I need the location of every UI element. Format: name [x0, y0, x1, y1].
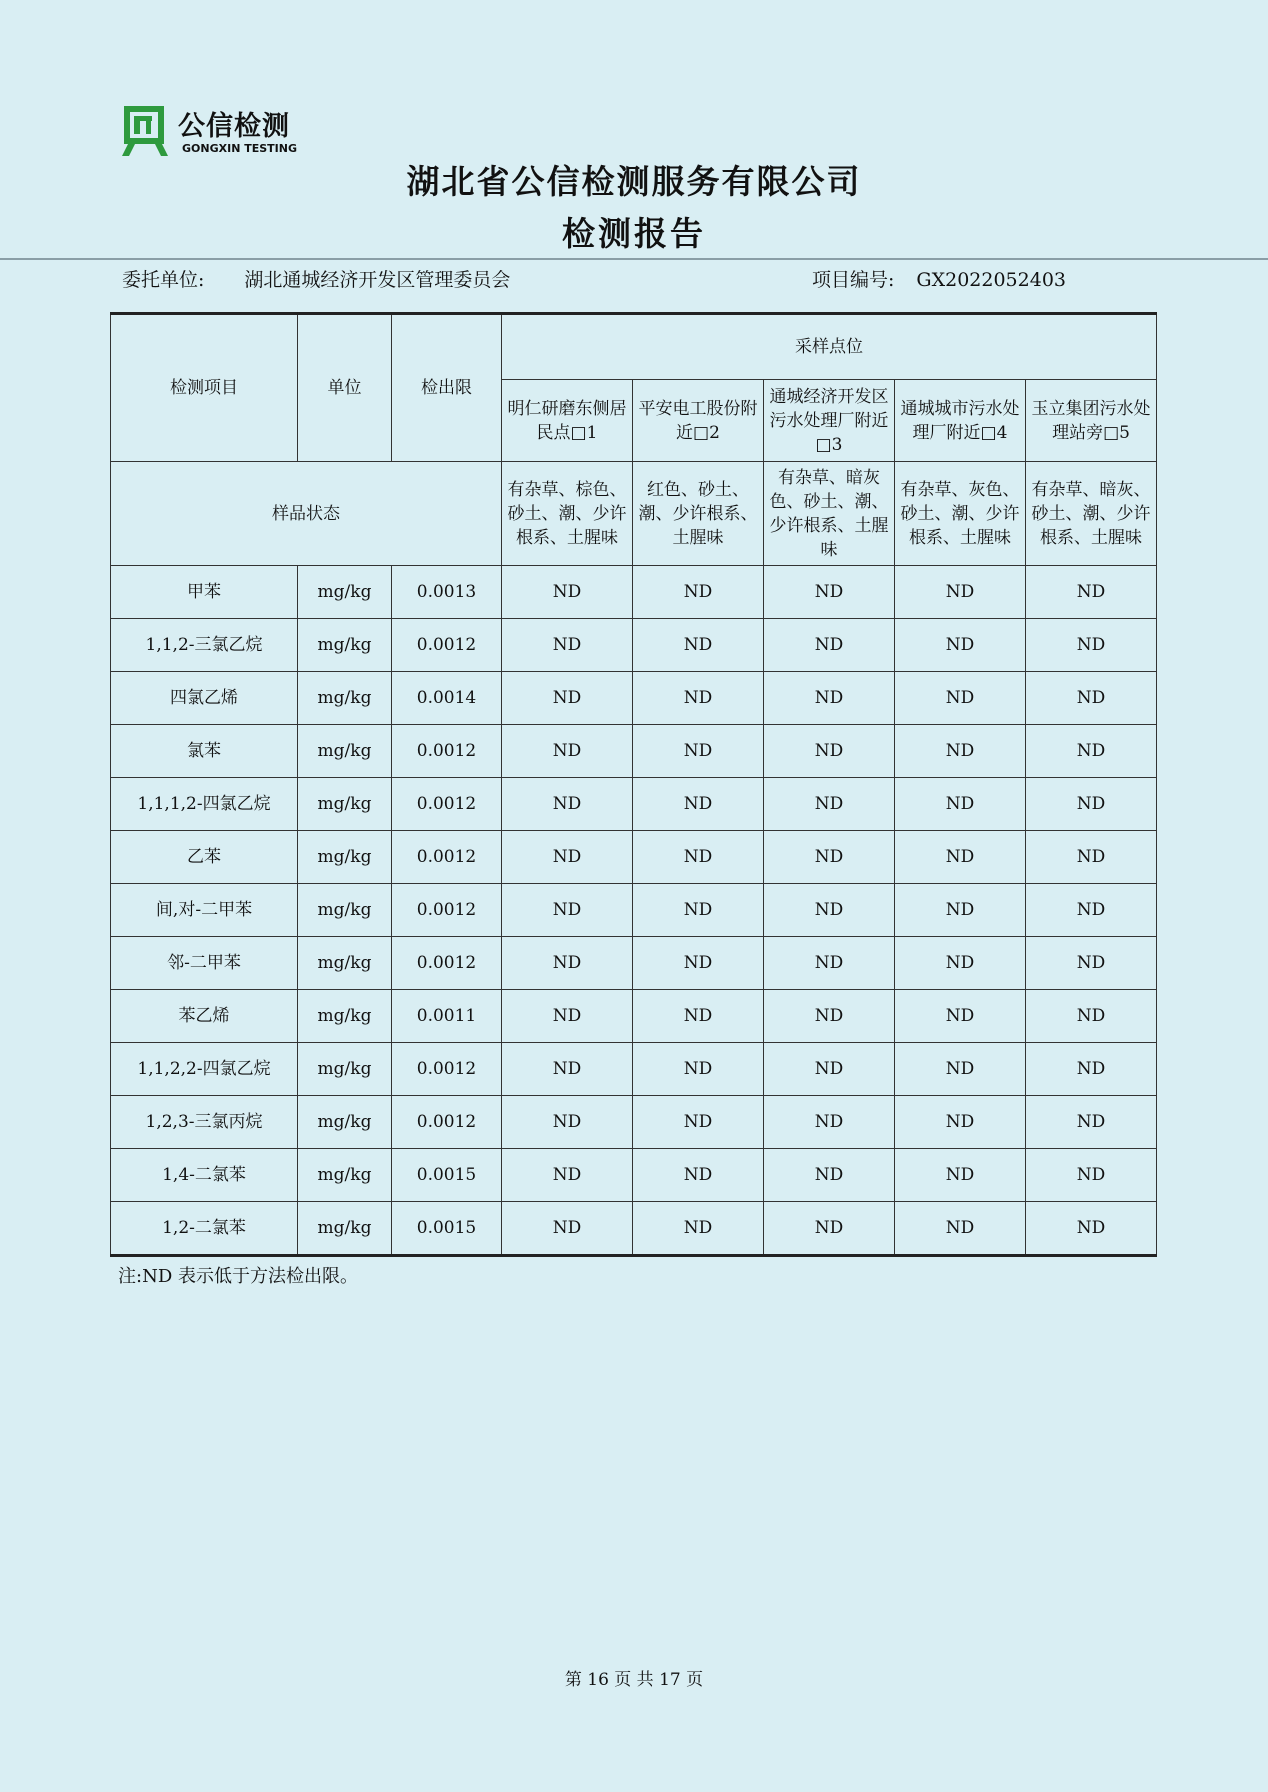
project-number: GX2022052403 [916, 269, 1066, 291]
result-cell: ND [764, 672, 895, 725]
item-cell: 四氯乙烯 [111, 672, 298, 725]
limit-cell: 0.0012 [392, 619, 502, 672]
report-title: 检测报告 [562, 214, 706, 253]
limit-cell: 0.0013 [392, 566, 502, 619]
table-row [111, 1202, 1157, 1256]
table-row [111, 778, 1157, 831]
table-row [111, 1043, 1157, 1096]
result-cell: ND [895, 1043, 1026, 1096]
table-row [111, 884, 1157, 937]
result-cell: ND [895, 725, 1026, 778]
sample-state-row [111, 462, 1157, 566]
site-header: 平安电工股份附近□2 [633, 380, 764, 462]
table-row [111, 831, 1157, 884]
result-cell: ND [633, 566, 764, 619]
result-cell: ND [895, 1096, 1026, 1149]
result-cell: ND [502, 672, 633, 725]
unit-cell: mg/kg [298, 1202, 392, 1256]
site-header: 明仁研磨东侧居民点□1 [502, 380, 633, 462]
limit-cell: 0.0012 [392, 1096, 502, 1149]
result-cell: ND [502, 831, 633, 884]
limit-cell: 0.0012 [392, 725, 502, 778]
page-number: 第 16 页 共 17 页 [564, 1670, 704, 1690]
result-cell: ND [633, 990, 764, 1043]
unit-cell: mg/kg [298, 619, 392, 672]
sample-state: 有杂草、暗灰色、砂土、潮、少许根系、土腥味 [764, 462, 895, 566]
result-cell: ND [895, 778, 1026, 831]
project-label: 项目编号: [812, 269, 895, 291]
result-cell: ND [764, 1202, 895, 1256]
item-cell: 氯苯 [111, 725, 298, 778]
result-cell: ND [502, 778, 633, 831]
result-cell: ND [502, 566, 633, 619]
result-cell: ND [502, 1096, 633, 1149]
unit-cell: mg/kg [298, 725, 392, 778]
project-info [812, 265, 1066, 292]
result-cell: ND [764, 1149, 895, 1202]
item-cell: 苯乙烯 [111, 990, 298, 1043]
sample-state: 有杂草、棕色、砂土、潮、少许根系、土腥味 [502, 462, 633, 566]
result-cell: ND [1026, 1043, 1157, 1096]
result-cell: ND [502, 725, 633, 778]
result-cell: ND [764, 566, 895, 619]
sample-state: 红色、砂土、潮、少许根系、土腥味 [633, 462, 764, 566]
result-cell: ND [764, 1043, 895, 1096]
client-value: 湖北通城经济开发区管理委员会 [244, 269, 511, 291]
result-cell: ND [633, 884, 764, 937]
result-cell: ND [1026, 672, 1157, 725]
result-cell: ND [633, 619, 764, 672]
limit-cell: 0.0012 [392, 937, 502, 990]
logo-chinese-name: 公信检测 [178, 111, 290, 142]
unit-cell: mg/kg [298, 884, 392, 937]
logo-english-name: GONGXIN TESTING [182, 142, 297, 155]
result-cell: ND [1026, 937, 1157, 990]
limit-cell: 0.0012 [392, 1043, 502, 1096]
gongxin-logo-icon [120, 100, 170, 158]
result-cell: ND [764, 990, 895, 1043]
result-cell: ND [895, 1202, 1026, 1256]
footnote: 注:ND 表示低于方法检出限。 [118, 1266, 358, 1287]
result-cell: ND [895, 884, 1026, 937]
result-cell: ND [895, 619, 1026, 672]
result-cell: ND [764, 619, 895, 672]
company-title: 湖北省公信检测服务有限公司 [406, 162, 862, 201]
result-cell: ND [502, 1149, 633, 1202]
result-cell: ND [1026, 1096, 1157, 1149]
result-cell: ND [895, 1149, 1026, 1202]
item-cell: 间,对-二甲苯 [111, 884, 298, 937]
result-cell: ND [1026, 1149, 1157, 1202]
item-cell: 1,1,2,2-四氯乙烷 [111, 1043, 298, 1096]
company-logo [120, 100, 320, 162]
result-cell: ND [502, 884, 633, 937]
result-cell: ND [895, 990, 1026, 1043]
table-row [111, 725, 1157, 778]
unit-cell: mg/kg [298, 778, 392, 831]
result-cell: ND [1026, 778, 1157, 831]
result-cell: ND [633, 672, 764, 725]
result-cell: ND [633, 725, 764, 778]
result-cell: ND [633, 778, 764, 831]
unit-cell: mg/kg [298, 937, 392, 990]
sample-state: 有杂草、暗灰、砂土、潮、少许根系、土腥味 [1026, 462, 1157, 566]
header-unit: 单位 [298, 314, 392, 462]
result-cell: ND [633, 1149, 764, 1202]
limit-cell: 0.0015 [392, 1202, 502, 1256]
table-row [111, 1096, 1157, 1149]
site-header: 通城经济开发区污水处理厂附近□3 [764, 380, 895, 462]
limit-cell: 0.0012 [392, 884, 502, 937]
results-table [110, 312, 1157, 1257]
table-row [111, 566, 1157, 619]
result-cell: ND [895, 672, 1026, 725]
header-divider [0, 258, 1268, 260]
result-cell: ND [764, 831, 895, 884]
result-cell: ND [895, 831, 1026, 884]
header-item: 检测项目 [111, 314, 298, 462]
unit-cell: mg/kg [298, 1043, 392, 1096]
result-cell: ND [633, 937, 764, 990]
result-cell: ND [1026, 619, 1157, 672]
result-cell: ND [764, 937, 895, 990]
results-body [111, 566, 1157, 1256]
table-row [111, 619, 1157, 672]
table-row [111, 672, 1157, 725]
item-cell: 1,1,1,2-四氯乙烷 [111, 778, 298, 831]
limit-cell: 0.0015 [392, 1149, 502, 1202]
table-row [111, 937, 1157, 990]
unit-cell: mg/kg [298, 566, 392, 619]
result-cell: ND [1026, 990, 1157, 1043]
unit-cell: mg/kg [298, 672, 392, 725]
site-header: 通城城市污水处理厂附近□4 [895, 380, 1026, 462]
limit-cell: 0.0012 [392, 831, 502, 884]
limit-cell: 0.0012 [392, 778, 502, 831]
header-sites: 采样点位 [502, 314, 1157, 380]
result-cell: ND [1026, 831, 1157, 884]
item-cell: 邻-二甲苯 [111, 937, 298, 990]
result-cell: ND [502, 1202, 633, 1256]
item-cell: 1,4-二氯苯 [111, 1149, 298, 1202]
result-cell: ND [633, 831, 764, 884]
result-cell: ND [502, 937, 633, 990]
result-cell: ND [1026, 566, 1157, 619]
unit-cell: mg/kg [298, 831, 392, 884]
item-cell: 1,2,3-三氯丙烷 [111, 1096, 298, 1149]
result-cell: ND [633, 1043, 764, 1096]
result-cell: ND [1026, 884, 1157, 937]
result-cell: ND [633, 1096, 764, 1149]
unit-cell: mg/kg [298, 1096, 392, 1149]
sample-state-label: 样品状态 [111, 462, 502, 566]
site-header: 玉立集团污水处理站旁□5 [1026, 380, 1157, 462]
item-cell: 甲苯 [111, 566, 298, 619]
table-row [111, 990, 1157, 1043]
table-row [111, 1149, 1157, 1202]
unit-cell: mg/kg [298, 990, 392, 1043]
result-cell: ND [764, 778, 895, 831]
item-cell: 乙苯 [111, 831, 298, 884]
result-cell: ND [764, 1096, 895, 1149]
result-cell: ND [633, 1202, 764, 1256]
unit-cell: mg/kg [298, 1149, 392, 1202]
result-cell: ND [502, 990, 633, 1043]
header-limit: 检出限 [392, 314, 502, 462]
sample-state: 有杂草、灰色、砂土、潮、少许根系、土腥味 [895, 462, 1026, 566]
limit-cell: 0.0011 [392, 990, 502, 1043]
item-cell: 1,1,2-三氯乙烷 [111, 619, 298, 672]
result-cell: ND [764, 884, 895, 937]
limit-cell: 0.0014 [392, 672, 502, 725]
result-cell: ND [1026, 725, 1157, 778]
result-cell: ND [764, 725, 895, 778]
result-cell: ND [895, 937, 1026, 990]
result-cell: ND [895, 566, 1026, 619]
result-cell: ND [1026, 1202, 1157, 1256]
client-label: 委托单位: [122, 269, 205, 291]
item-cell: 1,2-二氯苯 [111, 1202, 298, 1256]
client-info [122, 265, 510, 292]
result-cell: ND [502, 619, 633, 672]
result-cell: ND [502, 1043, 633, 1096]
